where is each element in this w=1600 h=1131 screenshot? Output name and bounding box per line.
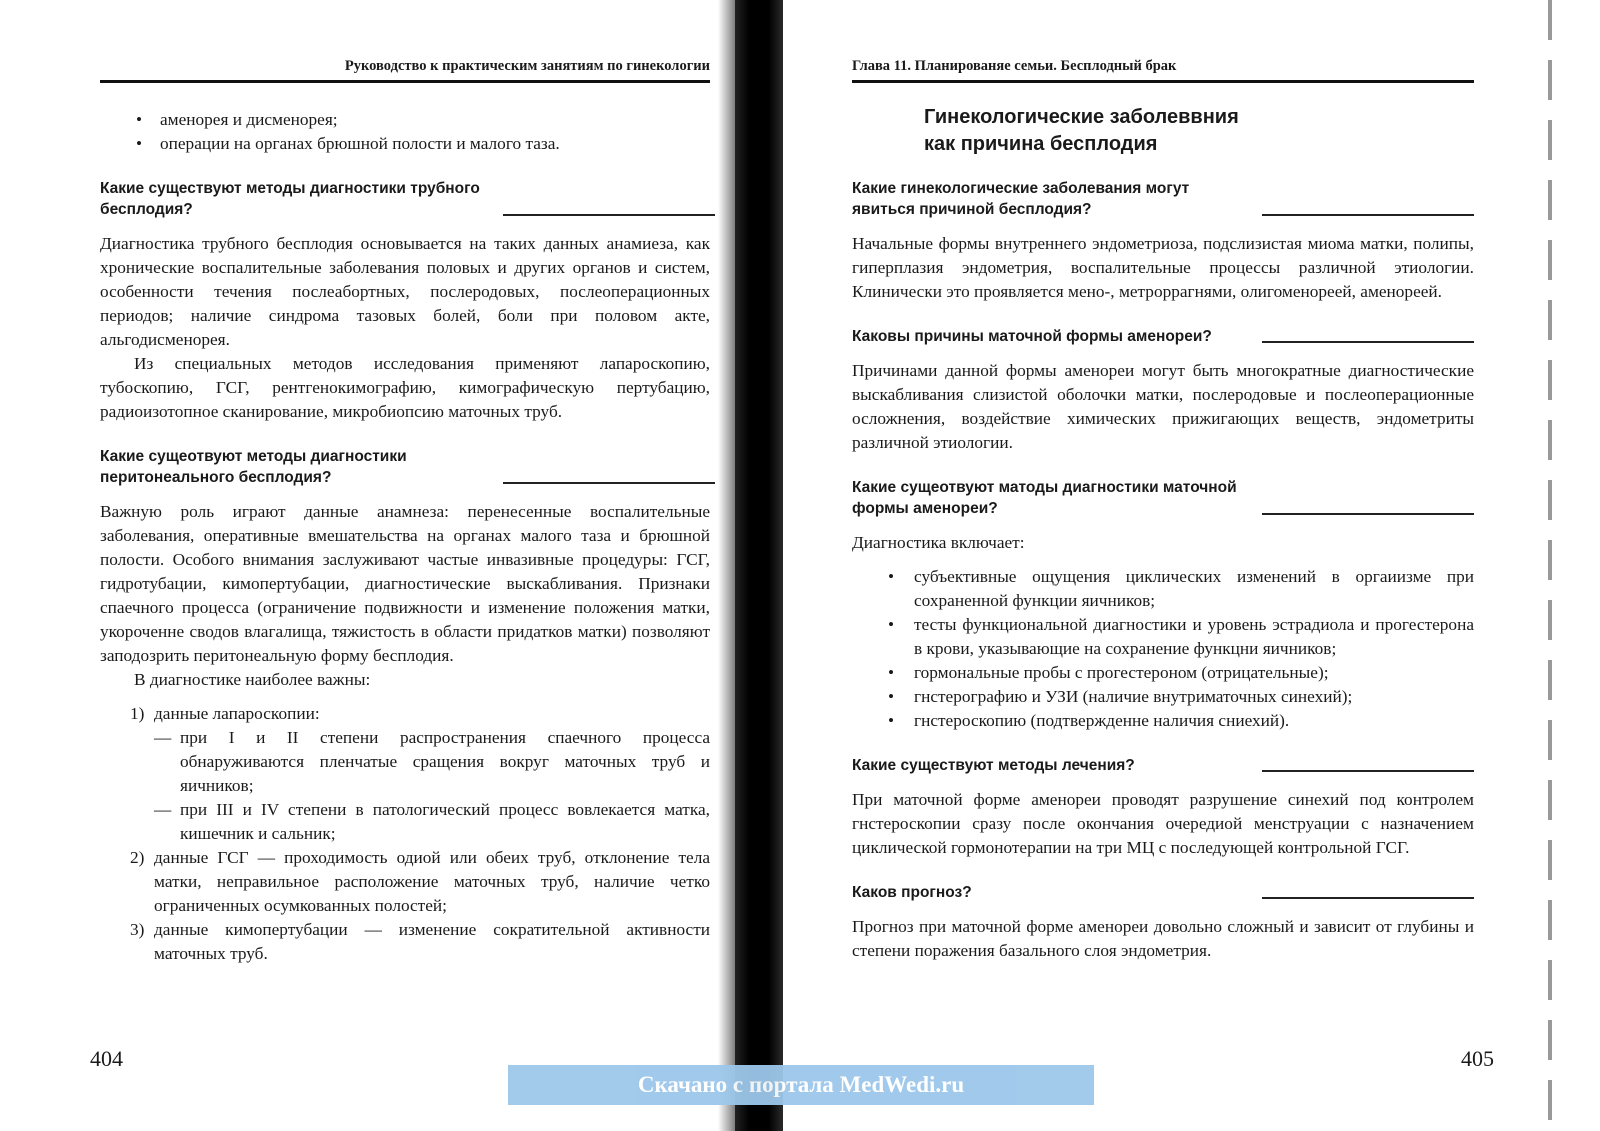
running-head-right: Глава 11. Планированяе семьи. Бесплодный брак bbox=[852, 58, 1177, 74]
question-heading: Какие гинекологические заболевания могут явиться причиной бесплодия? bbox=[852, 178, 1252, 220]
bullet-list bbox=[852, 565, 1474, 733]
spine-shadow bbox=[718, 0, 736, 1131]
top-bullet-list bbox=[100, 108, 710, 156]
page-number-right: 405 bbox=[1461, 1046, 1494, 1071]
running-head-left: Руководство к практическим занятиям по гинекологии bbox=[344, 58, 710, 74]
question-heading: Какие сущеотвуют методы диагностики перитонеального бесплодия? bbox=[100, 446, 500, 488]
paragraph: Важную роль играют данные анамнеза: перенесенные воспалительные заболевания, оперативные вмешательства на органах малого таза и брюшной полости. Особого внимания заслуживают частые инвазивные процедуры: ГСГ, гидротубации, кимопертубации, диагностические выскабливания. Признаки спаечного процесса (ограничение подвижности и изменение положения матки, укороченне сводов влагалища, тяжистость в области придатков матки) позволяют заподозрить перитонеальную форму бесплодия. bbox=[100, 502, 710, 665]
list-item: • аменорея и дисменорея; bbox=[100, 108, 710, 132]
question-heading: Какие существуют методы диагностики трубного бесплодия? bbox=[100, 178, 500, 220]
list-item-text: данные ГСГ — проходимость одиой или обеих труб, отклонение тела матки, неправильное расположение маточных труб, наличие четко ограниченных осумкованных полостей; bbox=[154, 848, 710, 915]
question-heading: Какие существуют методы лечения? bbox=[852, 755, 1252, 776]
paragraph: При маточной форме аменореи проводят разрушение синехий под контролем гнстероскопии сразу после окончания очередиой менструации с назначением циклической гормонотерапии на три МЦ с последующей контрольной ГСГ. bbox=[852, 790, 1474, 857]
list-item bbox=[100, 918, 710, 966]
list-item: • гормональные пробы с прогестероном (отрицательные); bbox=[852, 661, 1474, 685]
question-heading: Каков прогноз? bbox=[852, 882, 1252, 903]
book-spine bbox=[735, 0, 783, 1131]
list-number: 3) bbox=[130, 920, 145, 939]
paragraph: Начальные формы внутреннего эндометриоза, подслизистая миома матки, полипы, гиперплазия эндометрия, воспалительные процессы различной этиологии. Клинически это проявляется мено-, метроррагнями, олигоменореей, аменореей. bbox=[852, 234, 1474, 301]
list-item bbox=[100, 702, 710, 846]
page-number-left: 404 bbox=[90, 1046, 123, 1071]
list-number: 1) bbox=[130, 704, 145, 723]
numbered-list bbox=[100, 702, 710, 966]
header-rule-right bbox=[852, 80, 1474, 83]
list-item bbox=[100, 846, 710, 918]
list-item-text: данные лапароскопии: bbox=[154, 704, 320, 723]
question-heading: Какие сущеотвуют матоды диагностики маточной формы аменореи? bbox=[852, 477, 1252, 519]
paragraph: В диагностике наиболее важны: bbox=[134, 670, 371, 689]
header-rule-left bbox=[100, 80, 710, 83]
section-title-line: Гинекологические заболеввния bbox=[924, 106, 1239, 128]
right-content bbox=[852, 104, 1474, 963]
paragraph: Из специальных методов исследования применяют лапароскопию, тубоскопию, ГСГ, рентгенокимографию, кимографическую пертубацию, радиоизотопное сканирование, микробиопсию маточных труб. bbox=[100, 354, 710, 421]
paragraph: Причинами данной формы аменореи могут быть многократные диагностические выскабливания слизистой оболочки матки, послеродовые и послеоперационные осложнения, воздействие химических прижигающих веществ, эндометриты различной этиологии. bbox=[852, 361, 1474, 452]
list-item-text: данные кимопертубации — изменение сократительной активности маточных труб. bbox=[154, 920, 710, 963]
download-watermark: Скачано с портала MedWedi.ru bbox=[508, 1065, 1094, 1105]
page-edge-lines bbox=[1548, 0, 1552, 1131]
list-number: 2) bbox=[130, 848, 145, 867]
list-item: • субъективные ощущения циклических изменений в оргаиизме при сохраненной функции яичников; bbox=[852, 565, 1474, 613]
list-item: • гнстероскопию (подтвержденне наличия сниехий). bbox=[852, 709, 1474, 733]
sublist-item: — при I и II степени распространения спаечного процесса обнаруживаются пленчатые сращения вокруг маточных труб и яичников; bbox=[154, 726, 710, 798]
question-heading: Каковы причины маточной формы аменореи? bbox=[852, 326, 1252, 347]
paragraph: Прогноз при маточной форме аменореи довольно сложный и зависит от глубины и степени поражения базального слоя эндометрия. bbox=[852, 917, 1474, 960]
list-item: • тесты функциональной диагностики и уровень эстрадиола и прогестерона в крови, указывающие на сохранение функцни яичников; bbox=[852, 613, 1474, 661]
section-title bbox=[924, 104, 1474, 158]
section-title-line: как причина бесплодия bbox=[924, 133, 1158, 155]
paragraph: Диагностика трубного бесплодия основывается на таких данных анамиеза, как хронические воспалительные заболевания половых и других органов и систем, особенности течения послеабортных, послеродовых, послеоперационных периодов; наличие синдрома тазовых болей, боли при половом акте, альгодисменорея. bbox=[100, 234, 710, 349]
dash-sublist bbox=[154, 726, 710, 846]
paragraph: Диагностика включает: bbox=[852, 533, 1025, 552]
list-item: • операции на органах брюшной полости и малого таза. bbox=[100, 132, 710, 156]
left-content bbox=[100, 108, 710, 966]
list-item: • гнстерографию и УЗИ (наличие внутриматочных синехий); bbox=[852, 685, 1474, 709]
sublist-item: — при III и IV степени в патологический процесс вовлекается матка, кишечник и сальник; bbox=[154, 798, 710, 846]
